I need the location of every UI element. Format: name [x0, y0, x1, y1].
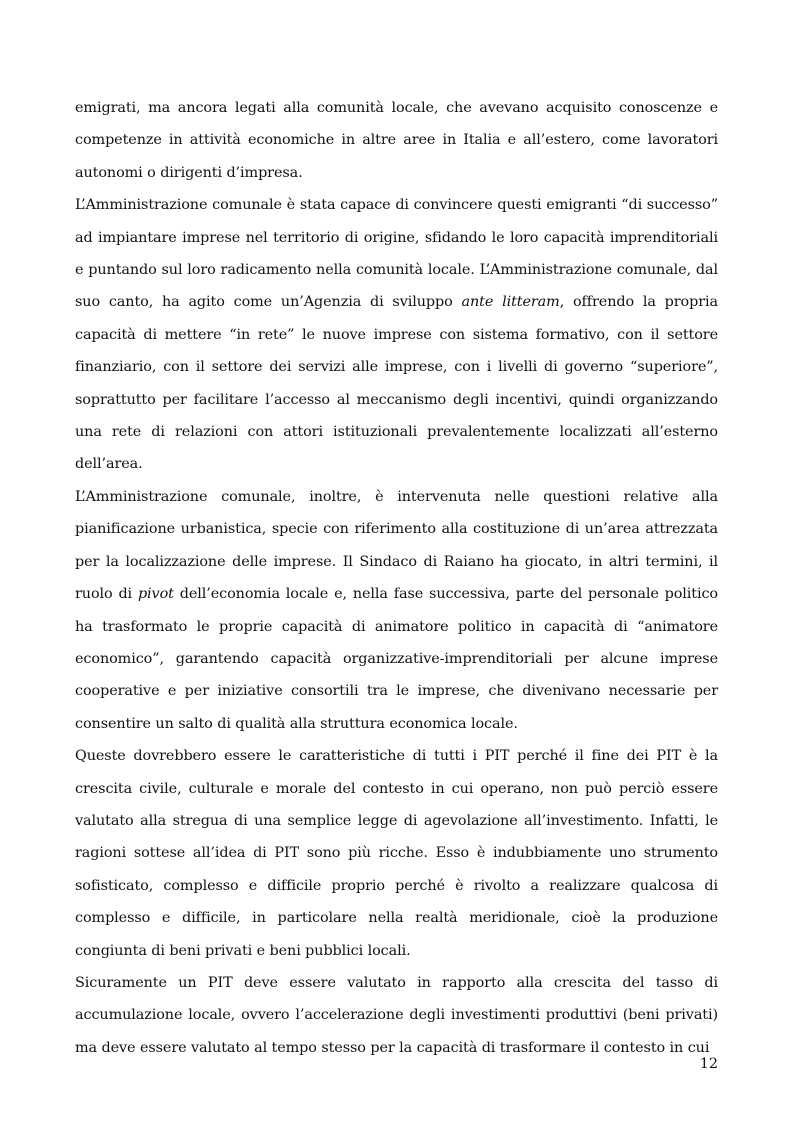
paragraph — [75, 740, 718, 967]
italic-term: ante litteram — [461, 294, 560, 311]
text-segment: , offrendo la propria capacità di mettere “in rete” le nuove imprese con sistema formativo, con il settore finanziario, con il settore dei servizi alle imprese, con i livelli di governo “superiore”, soprattutto per facilitare l’accesso al meccanismo degli incentivi, quindi organizzando una rete di relazioni con attori istituzionali prevalentemente localizzati all’esterno dell’area. — [75, 294, 718, 473]
body-text — [75, 92, 718, 1064]
text-segment: dell’economia locale e, nella fase successiva, parte del personale politico ha trasformato le proprie capacità di animatore politico in capacità di “animatore economico”, garantendo capacità organizzative-imprenditoriali per alcune imprese cooperative e per iniziative consortili tra le imprese, che divenivano necessarie per consentire un salto di qualità alla struttura economica locale. — [75, 586, 718, 732]
paragraph — [75, 481, 718, 740]
page-number: 12 — [699, 1056, 718, 1072]
text-segment: Sicuramente un PIT deve essere valutato in rapporto alla crescita del tasso di accumulazione locale, ovvero l’accelerazione degli investimenti produttivi (beni privati) ma deve essere valutato al tempo stesso per la capacità di trasformare il contesto in cui — [75, 974, 718, 1056]
paragraph — [75, 92, 718, 189]
text-segment: emigrati, ma ancora legati alla comunità locale, che avevano acquisito conoscenze e competenze in attività economiche in altre aree in Italia e all’estero, come lavoratori autonomi o dirigenti d’impresa. — [75, 100, 718, 181]
text-segment: L’Amministrazione comunale è stata capace di convincere questi emigranti “di successo” ad impiantare imprese nel territorio di origine, sfidando le loro capacità imprenditoriali e puntando sul loro radicamento nella comunità locale. L’Amministrazione comunale, dal suo canto, ha agito come un’Agenzia di sviluppo — [75, 197, 718, 311]
italic-term: pivot — [137, 586, 174, 603]
text-segment: L’Amministrazione comunale, inoltre, è intervenuta nelle questioni relative alla pianificazione urbanistica, specie con riferimento alla costituzione di un’area attrezzata per la localizzazione delle imprese. Il Sindaco di Raiano ha giocato, in altri termini, il ruolo di — [75, 488, 718, 603]
text-segment: Queste dovrebbero essere le caratteristiche di tutti i PIT perché il fine dei PIT è la crescita civile, culturale e morale del contesto in cui operano, non può perciò essere valutato alla stregua di una semplice legge di agevolazione all’investimento. Infatti, le ragioni sottese all’idea di PIT sono più ricche. Esso è indubbiamente uno strumento sofisticato, complesso e difficile proprio perché è rivolto a realizzare qualcosa di complesso e difficile, in particolare nella realtà meridionale, cioè la produzione congiunta di beni privati e beni pubblici locali. — [75, 748, 718, 959]
paragraph — [75, 967, 718, 1064]
paragraph — [75, 189, 718, 481]
